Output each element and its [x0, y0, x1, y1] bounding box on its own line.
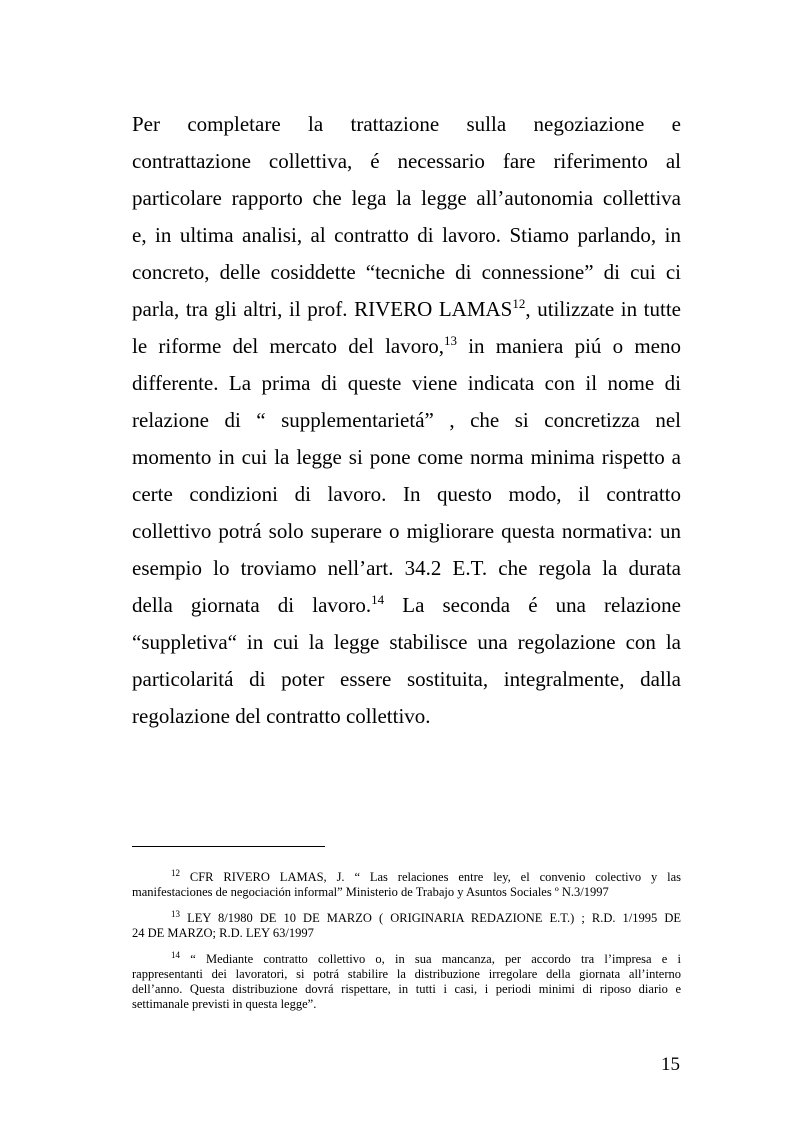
footnote-text: LEY 8/1980 DE 10 DE MARZO ( ORIGINARIA REDAZIONE E.T.) ; R.D. 1/1995 DE: [180, 911, 681, 925]
footnote-line: [132, 870, 681, 885]
footnote-14: [132, 952, 681, 1012]
footnote-line: manifestaciones de negociación informal” Ministerio de Trabajo y Asuntos Sociales º N.3/1997: [132, 885, 609, 899]
footnotes: [132, 870, 681, 1023]
footnote-line: 24 DE MARZO; R.D. LEY 63/1997: [132, 926, 314, 940]
footnote-line: [132, 911, 681, 926]
footnote-13: [132, 911, 681, 941]
body-line: relazione di “ supplementarietá” , che si concretizza nel: [132, 408, 681, 432]
footnote-line: dell’anno. Questa distribuzione dovrá rispettare, in tutti i casi, i periodi minimi di riposo diario e: [132, 982, 681, 996]
body-line: [132, 328, 681, 365]
body-line: Per completare la trattazione sulla negoziazione e: [132, 112, 681, 136]
body-line-text: parla, tra gli altri, il prof. RIVERO LAMAS: [132, 297, 513, 321]
body-line: [132, 291, 681, 328]
body-line-text: le riforme del mercato del lavoro,: [132, 334, 444, 358]
footnote-line: settimanale previsti in questa legge”.: [132, 997, 317, 1011]
footnote-number: 13: [171, 909, 180, 919]
page-number: 15: [661, 1054, 680, 1075]
body-line: [132, 587, 681, 624]
body-line: certe condizioni di lavoro. In questo modo, il contratto: [132, 482, 681, 506]
footnote-ref-13[interactable]: 13: [444, 333, 457, 348]
body-line: momento in cui la legge si pone come norma minima rispetto a: [132, 445, 681, 469]
body-line-text: , utilizzate in tutte: [525, 297, 681, 321]
footnote-number: 12: [171, 868, 180, 878]
footnote-number: 14: [171, 950, 180, 960]
body-line: “suppletiva“ in cui la legge stabilisce una regolazione con la: [132, 630, 681, 654]
body-line: regolazione del contratto collettivo.: [132, 704, 431, 728]
body-line-text: La seconda é una relazione: [384, 593, 681, 617]
body-line: concreto, delle cosiddette “tecniche di connessione” di cui ci: [132, 260, 681, 284]
body-line-text: della giornata di lavoro.: [132, 593, 372, 617]
body-line: particolaritá di poter essere sostituita, integralmente, dalla: [132, 667, 681, 691]
footnote-text: CFR RIVERO LAMAS, J. “ Las relaciones entre ley, el convenio colectivo y las: [180, 870, 681, 884]
footnote-ref-14[interactable]: 14: [371, 592, 385, 607]
body-line: e, in ultima analisi, al contratto di lavoro. Stiamo parlando, in: [132, 223, 681, 247]
footnote-line: rappresentanti dei lavoratori, si potrá stabilire la distribuzione irregolare della giornata all’interno: [132, 967, 681, 981]
body-paragraph: [132, 106, 681, 735]
body-line: particolare rapporto che lega la legge all’autonomia collettiva: [132, 186, 681, 210]
footnote-separator: [132, 846, 325, 847]
body-line: collettivo potrá solo superare o migliorare questa normativa: un: [132, 519, 681, 543]
body-line: differente. La prima di queste viene indicata con il nome di: [132, 371, 681, 395]
body-line: contrattazione collettiva, é necessario fare riferimento al: [132, 149, 681, 173]
footnote-line: [132, 952, 681, 967]
footnote-ref-12[interactable]: 12: [512, 296, 526, 311]
footnote-12: [132, 870, 681, 900]
body-line-text: in maniera piú o meno: [457, 334, 681, 358]
footnote-text: “ Mediante contratto collettivo o, in sua mancanza, per accordo tra l’impresa e i: [180, 952, 681, 966]
body-line: esempio lo troviamo nell’art. 34.2 E.T. che regola la durata: [132, 556, 681, 580]
